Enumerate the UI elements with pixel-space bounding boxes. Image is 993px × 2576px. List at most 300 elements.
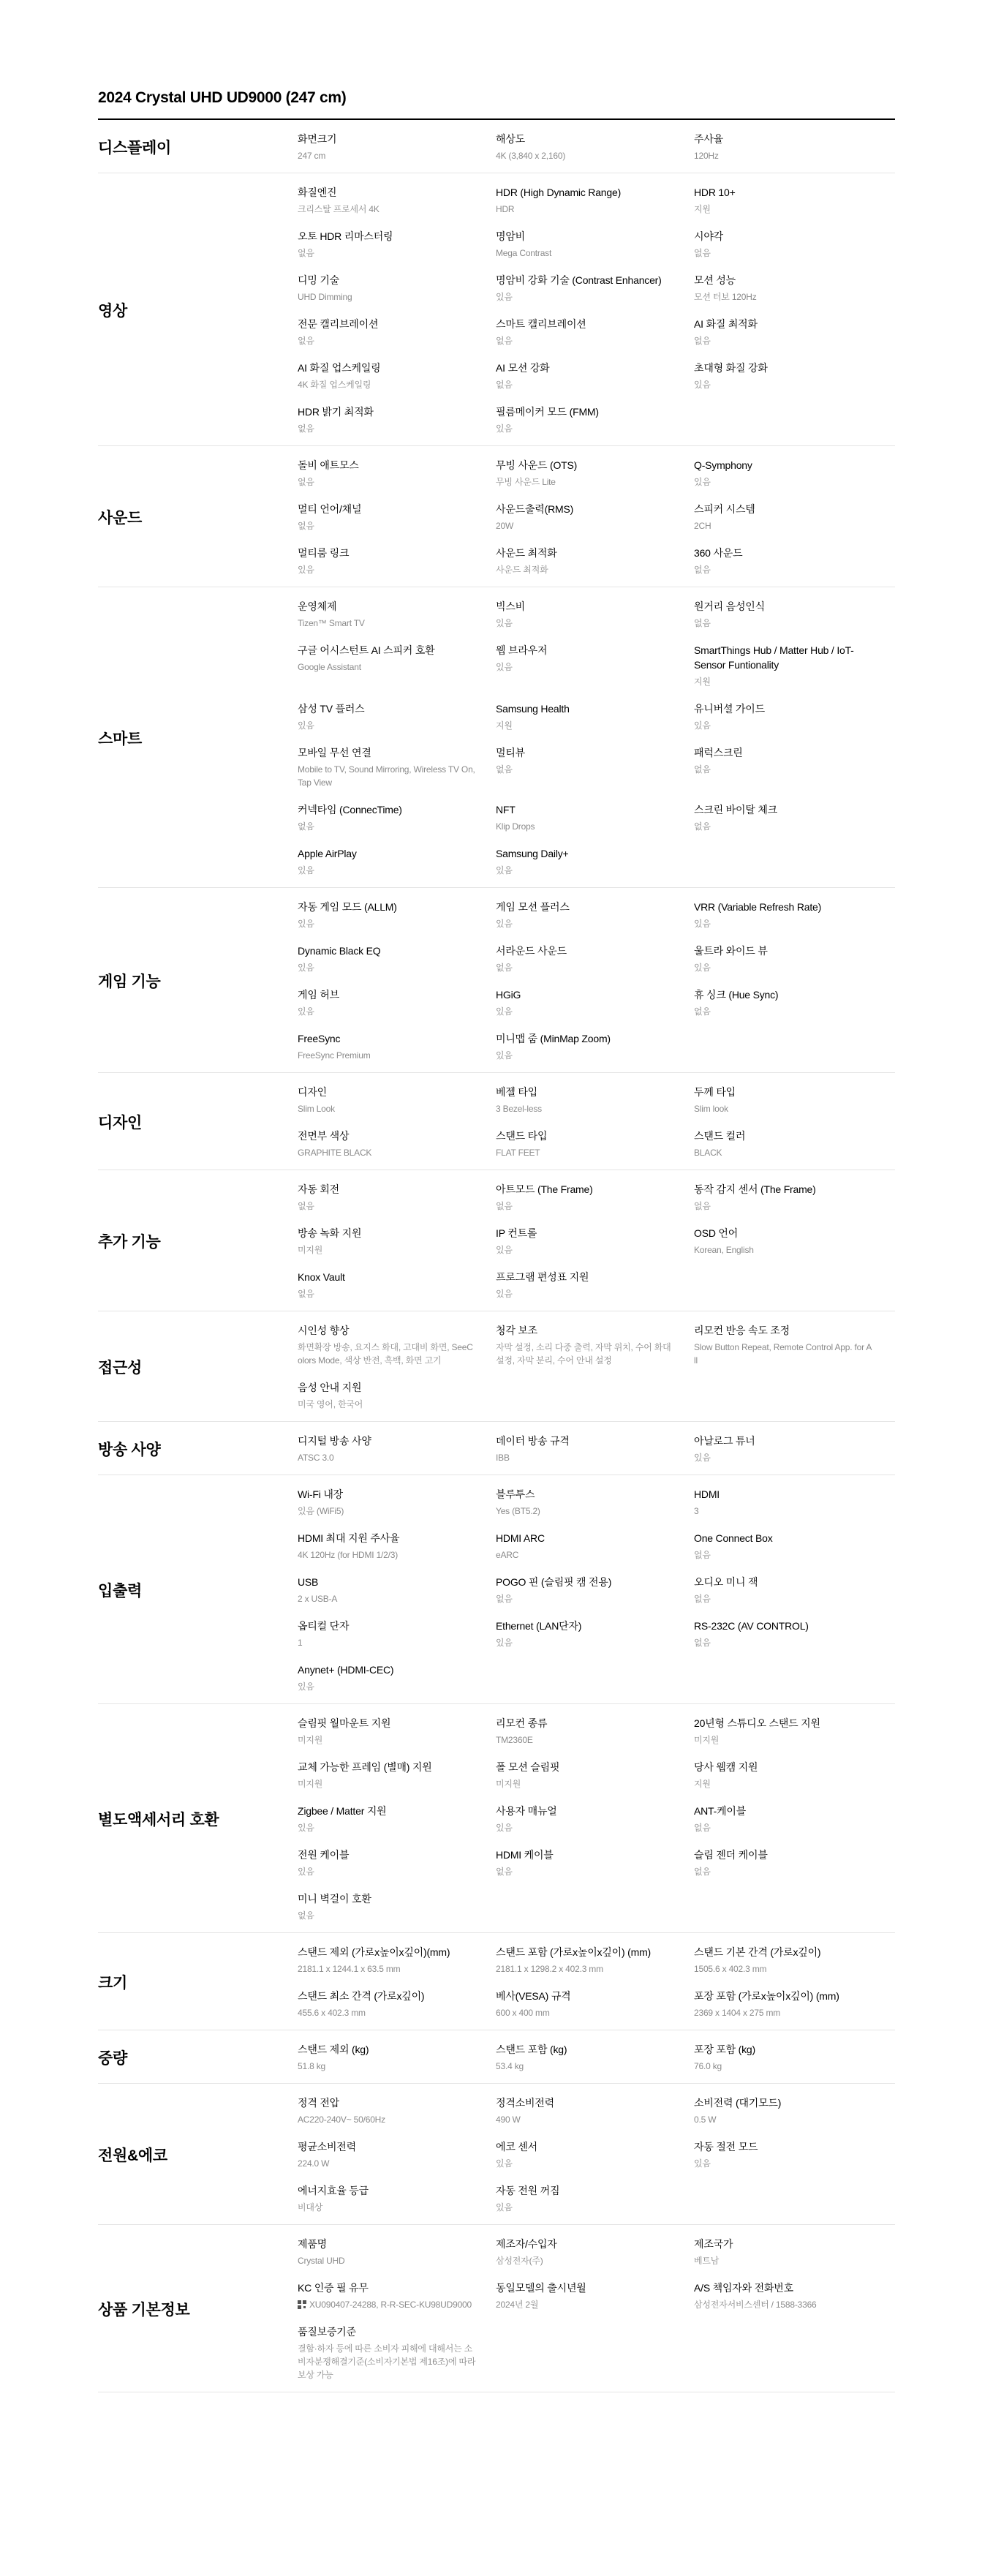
spec-item bbox=[298, 2281, 496, 2311]
spec-item bbox=[496, 1323, 694, 1367]
spec-label: 미니 벽걸이 호환 bbox=[298, 1893, 371, 1905]
spec-item bbox=[298, 132, 496, 162]
spec-value: 있음 bbox=[694, 720, 711, 731]
spec-item bbox=[298, 2183, 496, 2214]
product-title: 2024 Crystal UHD UD9000 (247 cm) bbox=[98, 89, 347, 106]
spec-label: 초대형 화질 강화 bbox=[694, 362, 768, 374]
spec-item bbox=[298, 317, 496, 347]
spec-label: 스탠드 포함 (kg) bbox=[496, 2044, 567, 2055]
spec-item bbox=[694, 1226, 892, 1257]
spec-value: 있음 bbox=[496, 865, 513, 875]
spec-label: AI 화질 최적화 bbox=[694, 318, 758, 330]
spec-label: OSD 언어 bbox=[694, 1227, 739, 1239]
spec-value: 76.0 kg bbox=[694, 2061, 722, 2071]
spec-value: AC220-240V~ 50/60Hz bbox=[298, 2114, 385, 2125]
spec-value: TM2360E bbox=[496, 1735, 533, 1745]
spec-value: 0.5 W bbox=[694, 2114, 717, 2125]
spec-label: Apple AirPlay bbox=[298, 848, 357, 859]
spec-item bbox=[496, 599, 694, 630]
spec-label: 미니맵 줌 (MinMap Zoom) bbox=[496, 1033, 611, 1044]
spec-item bbox=[298, 185, 496, 216]
spec-value: 없음 bbox=[694, 1550, 711, 1560]
spec-item bbox=[298, 1619, 496, 1649]
spec-label: 음성 안내 지원 bbox=[298, 1382, 362, 1393]
spec-section bbox=[98, 2225, 895, 2392]
spec-value: Slim look bbox=[694, 1104, 728, 1114]
spec-label: HDR 10+ bbox=[694, 187, 736, 198]
spec-value: 없음 bbox=[694, 1594, 711, 1604]
spec-item bbox=[496, 2237, 694, 2267]
spec-value: 247 cm bbox=[298, 151, 326, 161]
spec-value: 크리스탈 프로세서 4K bbox=[298, 204, 380, 214]
spec-item bbox=[694, 1716, 892, 1747]
spec-item bbox=[496, 132, 694, 162]
spec-value: 없음 bbox=[298, 1201, 314, 1211]
spec-value: eARC bbox=[496, 1550, 519, 1560]
spec-label: Anynet+ (HDMI-CEC) bbox=[298, 1664, 394, 1676]
spec-value: 지원 bbox=[694, 1779, 711, 1789]
spec-value: 4K (3,840 x 2,160) bbox=[496, 151, 566, 161]
spec-value: 2024년 2월 bbox=[496, 2300, 539, 2310]
spec-grid bbox=[298, 900, 895, 1062]
qr-code-icon bbox=[298, 2300, 306, 2309]
spec-label: 자동 절전 모드 bbox=[694, 2141, 758, 2153]
spec-value: Yes (BT5.2) bbox=[496, 1506, 540, 1516]
spec-item bbox=[694, 1129, 892, 1159]
spec-value: ATSC 3.0 bbox=[298, 1453, 334, 1463]
spec-value: 있음 bbox=[298, 1681, 314, 1692]
section-title: 중량 bbox=[98, 2050, 127, 2067]
spec-grid bbox=[298, 1716, 895, 1922]
spec-item bbox=[694, 1575, 892, 1605]
spec-item bbox=[298, 1323, 496, 1367]
spec-value: 없음 bbox=[496, 764, 513, 775]
spec-label: 구글 어시스턴트 AI 스피커 호환 bbox=[298, 644, 435, 656]
spec-label: 스탠드 제외 (가로x높이x깊이)(mm) bbox=[298, 1946, 450, 1958]
spec-value: 2181.1 x 1244.1 x 63.5 mm bbox=[298, 1964, 401, 1974]
spec-value: 있음 bbox=[496, 2202, 513, 2212]
spec-item bbox=[298, 502, 496, 532]
spec-section bbox=[98, 1073, 895, 1170]
spec-value: 없음 bbox=[298, 521, 314, 531]
spec-item bbox=[298, 1031, 496, 1062]
spec-label: 오디오 미니 잭 bbox=[694, 1576, 758, 1588]
spec-value: 120Hz bbox=[694, 151, 719, 161]
spec-item bbox=[496, 1716, 694, 1747]
spec-label: 자동 게임 모드 (ALLM) bbox=[298, 901, 397, 913]
section-title: 별도액세서리 호환 bbox=[98, 1812, 219, 1829]
spec-label: Ethernet (LAN단자) bbox=[496, 1620, 582, 1632]
spec-item bbox=[496, 1487, 694, 1518]
spec-section bbox=[98, 587, 895, 888]
spec-value: FreeSync Premium bbox=[298, 1050, 371, 1061]
spec-label: 제품명 bbox=[298, 2238, 327, 2250]
spec-label: Wi-Fi 내장 bbox=[298, 1488, 343, 1500]
section-title: 전원&에코 bbox=[98, 2147, 167, 2164]
spec-label: KC 인증 필 유무 bbox=[298, 2282, 369, 2294]
spec-value: 있음 bbox=[496, 292, 513, 302]
spec-value: 화면확장 방송, 요지스 화대, 고대비 화면, SeeColors Mode, 색상 반전, 흑백, 화면 고기 bbox=[298, 1342, 473, 1366]
spec-value: 없음 bbox=[298, 1910, 314, 1921]
spec-item bbox=[298, 2139, 496, 2170]
spec-value: 비대상 bbox=[298, 2202, 323, 2212]
spec-label: 폴 모션 슬림핏 bbox=[496, 1761, 560, 1773]
spec-label: A/S 책임자와 전화번호 bbox=[694, 2282, 793, 2294]
spec-item bbox=[496, 2281, 694, 2311]
spec-grid bbox=[298, 2237, 895, 2381]
spec-item bbox=[694, 317, 892, 347]
spec-value: FLAT FEET bbox=[496, 1148, 540, 1158]
spec-item bbox=[496, 361, 694, 391]
spec-label: 멀티룸 링크 bbox=[298, 547, 350, 559]
spec-label: 시야각 bbox=[694, 230, 723, 242]
spec-label: 울트라 와이드 뷰 bbox=[694, 945, 768, 957]
spec-value: HDR bbox=[496, 204, 515, 214]
spec-item bbox=[496, 1989, 694, 2019]
spec-label: 데이터 방송 규격 bbox=[496, 1435, 570, 1447]
spec-item bbox=[298, 643, 496, 688]
spec-label: 당사 웹캠 지원 bbox=[694, 1761, 758, 1773]
spec-value: 없음 bbox=[694, 821, 711, 832]
spec-label: 오토 HDR 리마스터링 bbox=[298, 230, 393, 242]
spec-item bbox=[298, 1945, 496, 1976]
spec-label: AI 모션 강화 bbox=[496, 362, 550, 374]
spec-item bbox=[496, 1129, 694, 1159]
spec-value: 모션 터보 120Hz bbox=[694, 292, 757, 302]
spec-value: 2369 x 1404 x 275 mm bbox=[694, 2008, 781, 2018]
spec-item bbox=[694, 1804, 892, 1834]
spec-label: VRR (Variable Refresh Rate) bbox=[694, 901, 822, 913]
spec-item bbox=[298, 745, 496, 789]
spec-item bbox=[694, 1531, 892, 1562]
spec-item bbox=[298, 1662, 496, 1693]
spec-value: 없음 bbox=[298, 248, 314, 258]
section-title: 영상 bbox=[98, 303, 127, 320]
spec-value: 600 x 400 mm bbox=[496, 2008, 550, 2018]
spec-label: ANT-케이블 bbox=[694, 1805, 747, 1817]
spec-item bbox=[496, 1031, 694, 1062]
spec-label: 스탠드 포함 (가로x높이x깊이) (mm) bbox=[496, 1946, 652, 1958]
spec-item bbox=[496, 802, 694, 833]
spec-value: UHD Dimming bbox=[298, 292, 352, 302]
spec-label: 주사율 bbox=[694, 133, 723, 145]
spec-grid bbox=[298, 458, 895, 576]
spec-item bbox=[496, 1085, 694, 1115]
spec-label: 게임 허브 bbox=[298, 989, 339, 1001]
spec-value: 미지원 bbox=[694, 1735, 720, 1745]
spec-value: 지원 bbox=[496, 720, 513, 731]
spec-label: HGiG bbox=[496, 989, 521, 1001]
spec-item bbox=[298, 1531, 496, 1562]
spec-grid bbox=[298, 132, 895, 162]
spec-label: 삼성 TV 플러스 bbox=[298, 703, 365, 715]
spec-label: 에코 센서 bbox=[496, 2141, 537, 2153]
spec-value: 있음 bbox=[496, 1289, 513, 1299]
spec-label: IP 컨트롤 bbox=[496, 1227, 537, 1239]
spec-value: 없음 bbox=[694, 565, 711, 575]
spec-label: NFT bbox=[496, 804, 516, 816]
spec-label: 화면크기 bbox=[298, 133, 337, 145]
spec-item bbox=[298, 1085, 496, 1115]
section-title: 게임 기능 bbox=[98, 973, 161, 990]
spec-value: 미지원 bbox=[298, 1245, 323, 1255]
spec-item bbox=[298, 1804, 496, 1834]
spec-item bbox=[694, 502, 892, 532]
spec-section bbox=[98, 1933, 895, 2030]
spec-value: 455.6 x 402.3 mm bbox=[298, 2008, 366, 2018]
spec-label: 유니버셜 가이드 bbox=[694, 703, 765, 715]
spec-value: 4K 화질 업스케일링 bbox=[298, 380, 371, 390]
spec-label: HDMI 최대 지원 주사율 bbox=[298, 1532, 400, 1544]
spec-value: 2CH bbox=[694, 521, 711, 531]
spec-value: 있음 bbox=[298, 1867, 314, 1877]
spec-label: 프로그램 편성표 지원 bbox=[496, 1271, 589, 1283]
spec-label: HDMI ARC bbox=[496, 1532, 545, 1544]
spec-section bbox=[98, 2084, 895, 2225]
spec-grid bbox=[298, 1085, 895, 1159]
spec-value: 있음 bbox=[694, 380, 711, 390]
spec-item bbox=[496, 1945, 694, 1976]
spec-value: 490 W bbox=[496, 2114, 521, 2125]
spec-label: USB bbox=[298, 1576, 319, 1588]
spec-item bbox=[496, 1575, 694, 1605]
spec-item bbox=[694, 1989, 892, 2019]
spec-value: 있음 bbox=[298, 865, 314, 875]
spec-value: 있음 (WiFi5) bbox=[298, 1506, 344, 1516]
spec-grid bbox=[298, 1945, 895, 2019]
spec-item bbox=[694, 599, 892, 630]
spec-section bbox=[98, 1475, 895, 1704]
spec-item bbox=[496, 1226, 694, 1257]
spec-section bbox=[98, 1422, 895, 1475]
spec-item bbox=[298, 987, 496, 1018]
spec-item bbox=[298, 900, 496, 930]
spec-label: 전원 케이블 bbox=[298, 1849, 350, 1861]
spec-item bbox=[298, 1487, 496, 1518]
spec-item bbox=[298, 2042, 496, 2073]
spec-item bbox=[496, 1434, 694, 1464]
spec-item bbox=[694, 987, 892, 1018]
spec-label: 명암비 강화 기술 (Contrast Enhancer) bbox=[496, 274, 662, 286]
spec-item bbox=[496, 185, 694, 216]
spec-value: 없음 bbox=[694, 618, 711, 628]
spec-label: 리모컨 종류 bbox=[496, 1717, 548, 1729]
spec-label: 360 사운드 bbox=[694, 547, 743, 559]
spec-item bbox=[694, 643, 892, 688]
spec-section bbox=[98, 173, 895, 446]
spec-value: 51.8 kg bbox=[298, 2061, 325, 2071]
spec-item bbox=[694, 1434, 892, 1464]
spec-label: 청각 보조 bbox=[496, 1325, 537, 1336]
spec-item bbox=[298, 1891, 496, 1922]
spec-section bbox=[98, 446, 895, 587]
spec-label: 멀티 언어/채널 bbox=[298, 503, 362, 515]
spec-value: Crystal UHD bbox=[298, 2256, 345, 2266]
spec-label: 동작 감지 센서 (The Frame) bbox=[694, 1183, 816, 1195]
spec-item bbox=[496, 1182, 694, 1213]
spec-label: AI 화질 업스케일링 bbox=[298, 362, 381, 374]
spec-item bbox=[496, 1619, 694, 1649]
spec-value: BLACK bbox=[694, 1148, 722, 1158]
spec-item bbox=[298, 1129, 496, 1159]
spec-value: IBB bbox=[496, 1453, 510, 1463]
spec-value: 없음 bbox=[694, 1867, 711, 1877]
spec-value: 자막 설정, 소리 다중 출력, 자막 위치, 수어 화대 설정, 자막 분리, 수어 안내 설정 bbox=[496, 1342, 671, 1366]
spec-value: 없음 bbox=[298, 336, 314, 346]
spec-label: 아트모드 (The Frame) bbox=[496, 1183, 593, 1195]
spec-item bbox=[298, 701, 496, 732]
spec-value: 베트남 bbox=[694, 2256, 720, 2266]
spec-label: 에너지효율 등급 bbox=[298, 2185, 369, 2196]
spec-item bbox=[298, 361, 496, 391]
spec-value: 있음 bbox=[496, 919, 513, 929]
spec-item bbox=[496, 1804, 694, 1834]
spec-item bbox=[496, 1270, 694, 1300]
spec-label: 포장 포함 (가로x높이x깊이) (mm) bbox=[694, 1990, 839, 2002]
spec-item bbox=[496, 317, 694, 347]
spec-label: 포장 포함 (kg) bbox=[694, 2044, 755, 2055]
spec-item bbox=[298, 1270, 496, 1300]
spec-value: 없음 bbox=[496, 380, 513, 390]
spec-label: 사운드출력(RMS) bbox=[496, 503, 574, 515]
spec-value: 224.0 W bbox=[298, 2158, 330, 2169]
spec-grid bbox=[298, 1323, 895, 1411]
spec-item bbox=[298, 229, 496, 260]
spec-value: 없음 bbox=[694, 1201, 711, 1211]
spec-value: 있음 bbox=[298, 1006, 314, 1017]
spec-label: 자동 회전 bbox=[298, 1183, 339, 1195]
spec-item bbox=[694, 2095, 892, 2126]
spec-value: 있음 bbox=[298, 1823, 314, 1833]
spec-item bbox=[496, 273, 694, 304]
spec-item bbox=[694, 1760, 892, 1790]
spec-item bbox=[496, 944, 694, 974]
spec-label: 패럭스크린 bbox=[694, 747, 743, 758]
spec-value: 2181.1 x 1298.2 x 402.3 mm bbox=[496, 1964, 603, 1974]
spec-value: 삼성전자서비스센터 / 1588-3366 bbox=[694, 2300, 817, 2310]
spec-label: 디지털 방송 사양 bbox=[298, 1435, 371, 1447]
spec-item bbox=[694, 273, 892, 304]
spec-label: 베젤 타입 bbox=[496, 1086, 537, 1098]
spec-label: 스피커 시스템 bbox=[694, 503, 755, 515]
spec-value: 사운드 최적화 bbox=[496, 565, 548, 575]
spec-item bbox=[694, 1085, 892, 1115]
spec-value: 있음 bbox=[694, 477, 711, 487]
spec-value: Slim Look bbox=[298, 1104, 335, 1114]
spec-label: 휴 싱크 (Hue Sync) bbox=[694, 989, 779, 1001]
spec-item bbox=[694, 546, 892, 576]
spec-item bbox=[298, 599, 496, 630]
spec-grid bbox=[298, 1434, 895, 1464]
spec-value: 1 bbox=[298, 1638, 303, 1648]
spec-label: 필름메이커 모드 (FMM) bbox=[496, 406, 599, 418]
spec-value: 삼성전자(주) bbox=[496, 2256, 543, 2266]
spec-item bbox=[694, 2139, 892, 2170]
spec-value: 없음 bbox=[496, 1594, 513, 1604]
section-title: 접근성 bbox=[98, 1360, 142, 1376]
spec-label: HDMI bbox=[694, 1488, 720, 1500]
spec-section bbox=[98, 1170, 895, 1311]
spec-label: 전면부 색상 bbox=[298, 1130, 350, 1142]
spec-label: 소비전력 (대기모드) bbox=[694, 2097, 782, 2109]
spec-value: 있음 bbox=[496, 618, 513, 628]
spec-label: 빅스비 bbox=[496, 600, 525, 612]
spec-section bbox=[98, 1704, 895, 1933]
spec-item bbox=[298, 1848, 496, 1878]
spec-item bbox=[496, 987, 694, 1018]
section-title: 입출력 bbox=[98, 1583, 142, 1600]
spec-label: Zigbee / Matter 지원 bbox=[298, 1805, 387, 1817]
spec-label: HDMI 케이블 bbox=[496, 1849, 554, 1861]
spec-value: 없음 bbox=[694, 1823, 711, 1833]
spec-value: Mobile to TV, Sound Mirroring, Wireless TV On, Tap View bbox=[298, 764, 475, 788]
section-title: 추가 기능 bbox=[98, 1234, 161, 1251]
spec-item bbox=[694, 361, 892, 391]
spec-label: 운영체제 bbox=[298, 600, 337, 612]
spec-label: 시인성 향상 bbox=[298, 1325, 350, 1336]
spec-value: Google Assistant bbox=[298, 662, 361, 672]
spec-section bbox=[98, 2030, 895, 2084]
spec-label: 두께 타입 bbox=[694, 1086, 736, 1098]
spec-item bbox=[694, 1619, 892, 1649]
spec-item bbox=[298, 458, 496, 489]
spec-label: 제조자/수입자 bbox=[496, 2238, 557, 2250]
spec-item bbox=[694, 2281, 892, 2311]
spec-label: 서라운드 사운드 bbox=[496, 945, 567, 957]
spec-value: 있음 bbox=[694, 1453, 711, 1463]
spec-item bbox=[694, 229, 892, 260]
spec-label: 자동 전원 꺼짐 bbox=[496, 2185, 560, 2196]
spec-value: 있음 bbox=[694, 963, 711, 973]
spec-item bbox=[298, 802, 496, 833]
spec-item bbox=[694, 1182, 892, 1213]
spec-label: Q-Symphony bbox=[694, 459, 752, 471]
spec-item bbox=[298, 1380, 496, 1411]
spec-value: 없음 bbox=[496, 336, 513, 346]
spec-label: HDR (High Dynamic Range) bbox=[496, 187, 622, 198]
spec-value: 있음 bbox=[496, 662, 513, 672]
spec-item bbox=[496, 701, 694, 732]
spec-label: 20년형 스튜디오 스탠드 지원 bbox=[694, 1717, 820, 1729]
spec-value: 있음 bbox=[496, 423, 513, 434]
spec-value: 없음 bbox=[694, 1006, 711, 1017]
spec-value: 3 bbox=[694, 1506, 699, 1516]
spec-item bbox=[496, 643, 694, 688]
spec-label: 슬림 젠더 케이블 bbox=[694, 1849, 768, 1861]
spec-item bbox=[298, 1716, 496, 1747]
spec-grid bbox=[298, 185, 895, 435]
spec-value: 53.4 kg bbox=[496, 2061, 524, 2071]
spec-value: 4K 120Hz (for HDMI 1/2/3) bbox=[298, 1550, 399, 1560]
spec-label: 웹 브라우저 bbox=[496, 644, 548, 656]
spec-value: 2 x USB-A bbox=[298, 1594, 338, 1604]
spec-table bbox=[98, 120, 895, 2392]
spec-value: 있음 bbox=[496, 1638, 513, 1648]
spec-label: 디자인 bbox=[298, 1086, 327, 1098]
spec-value-text: XU090407-24288, R-R-SEC-KU98UD9000 bbox=[309, 2300, 472, 2310]
spec-item bbox=[496, 846, 694, 877]
spec-item bbox=[694, 2042, 892, 2073]
spec-item bbox=[694, 185, 892, 216]
section-title: 크기 bbox=[98, 1975, 127, 1992]
spec-item bbox=[298, 404, 496, 435]
spec-item bbox=[496, 1531, 694, 1562]
spec-label: 모션 성능 bbox=[694, 274, 736, 286]
spec-item bbox=[694, 1323, 892, 1367]
spec-label: SmartThings Hub / Matter Hub / IoT-Sensor Funtionality bbox=[694, 644, 854, 671]
spec-item bbox=[298, 1182, 496, 1213]
spec-item bbox=[496, 458, 694, 489]
